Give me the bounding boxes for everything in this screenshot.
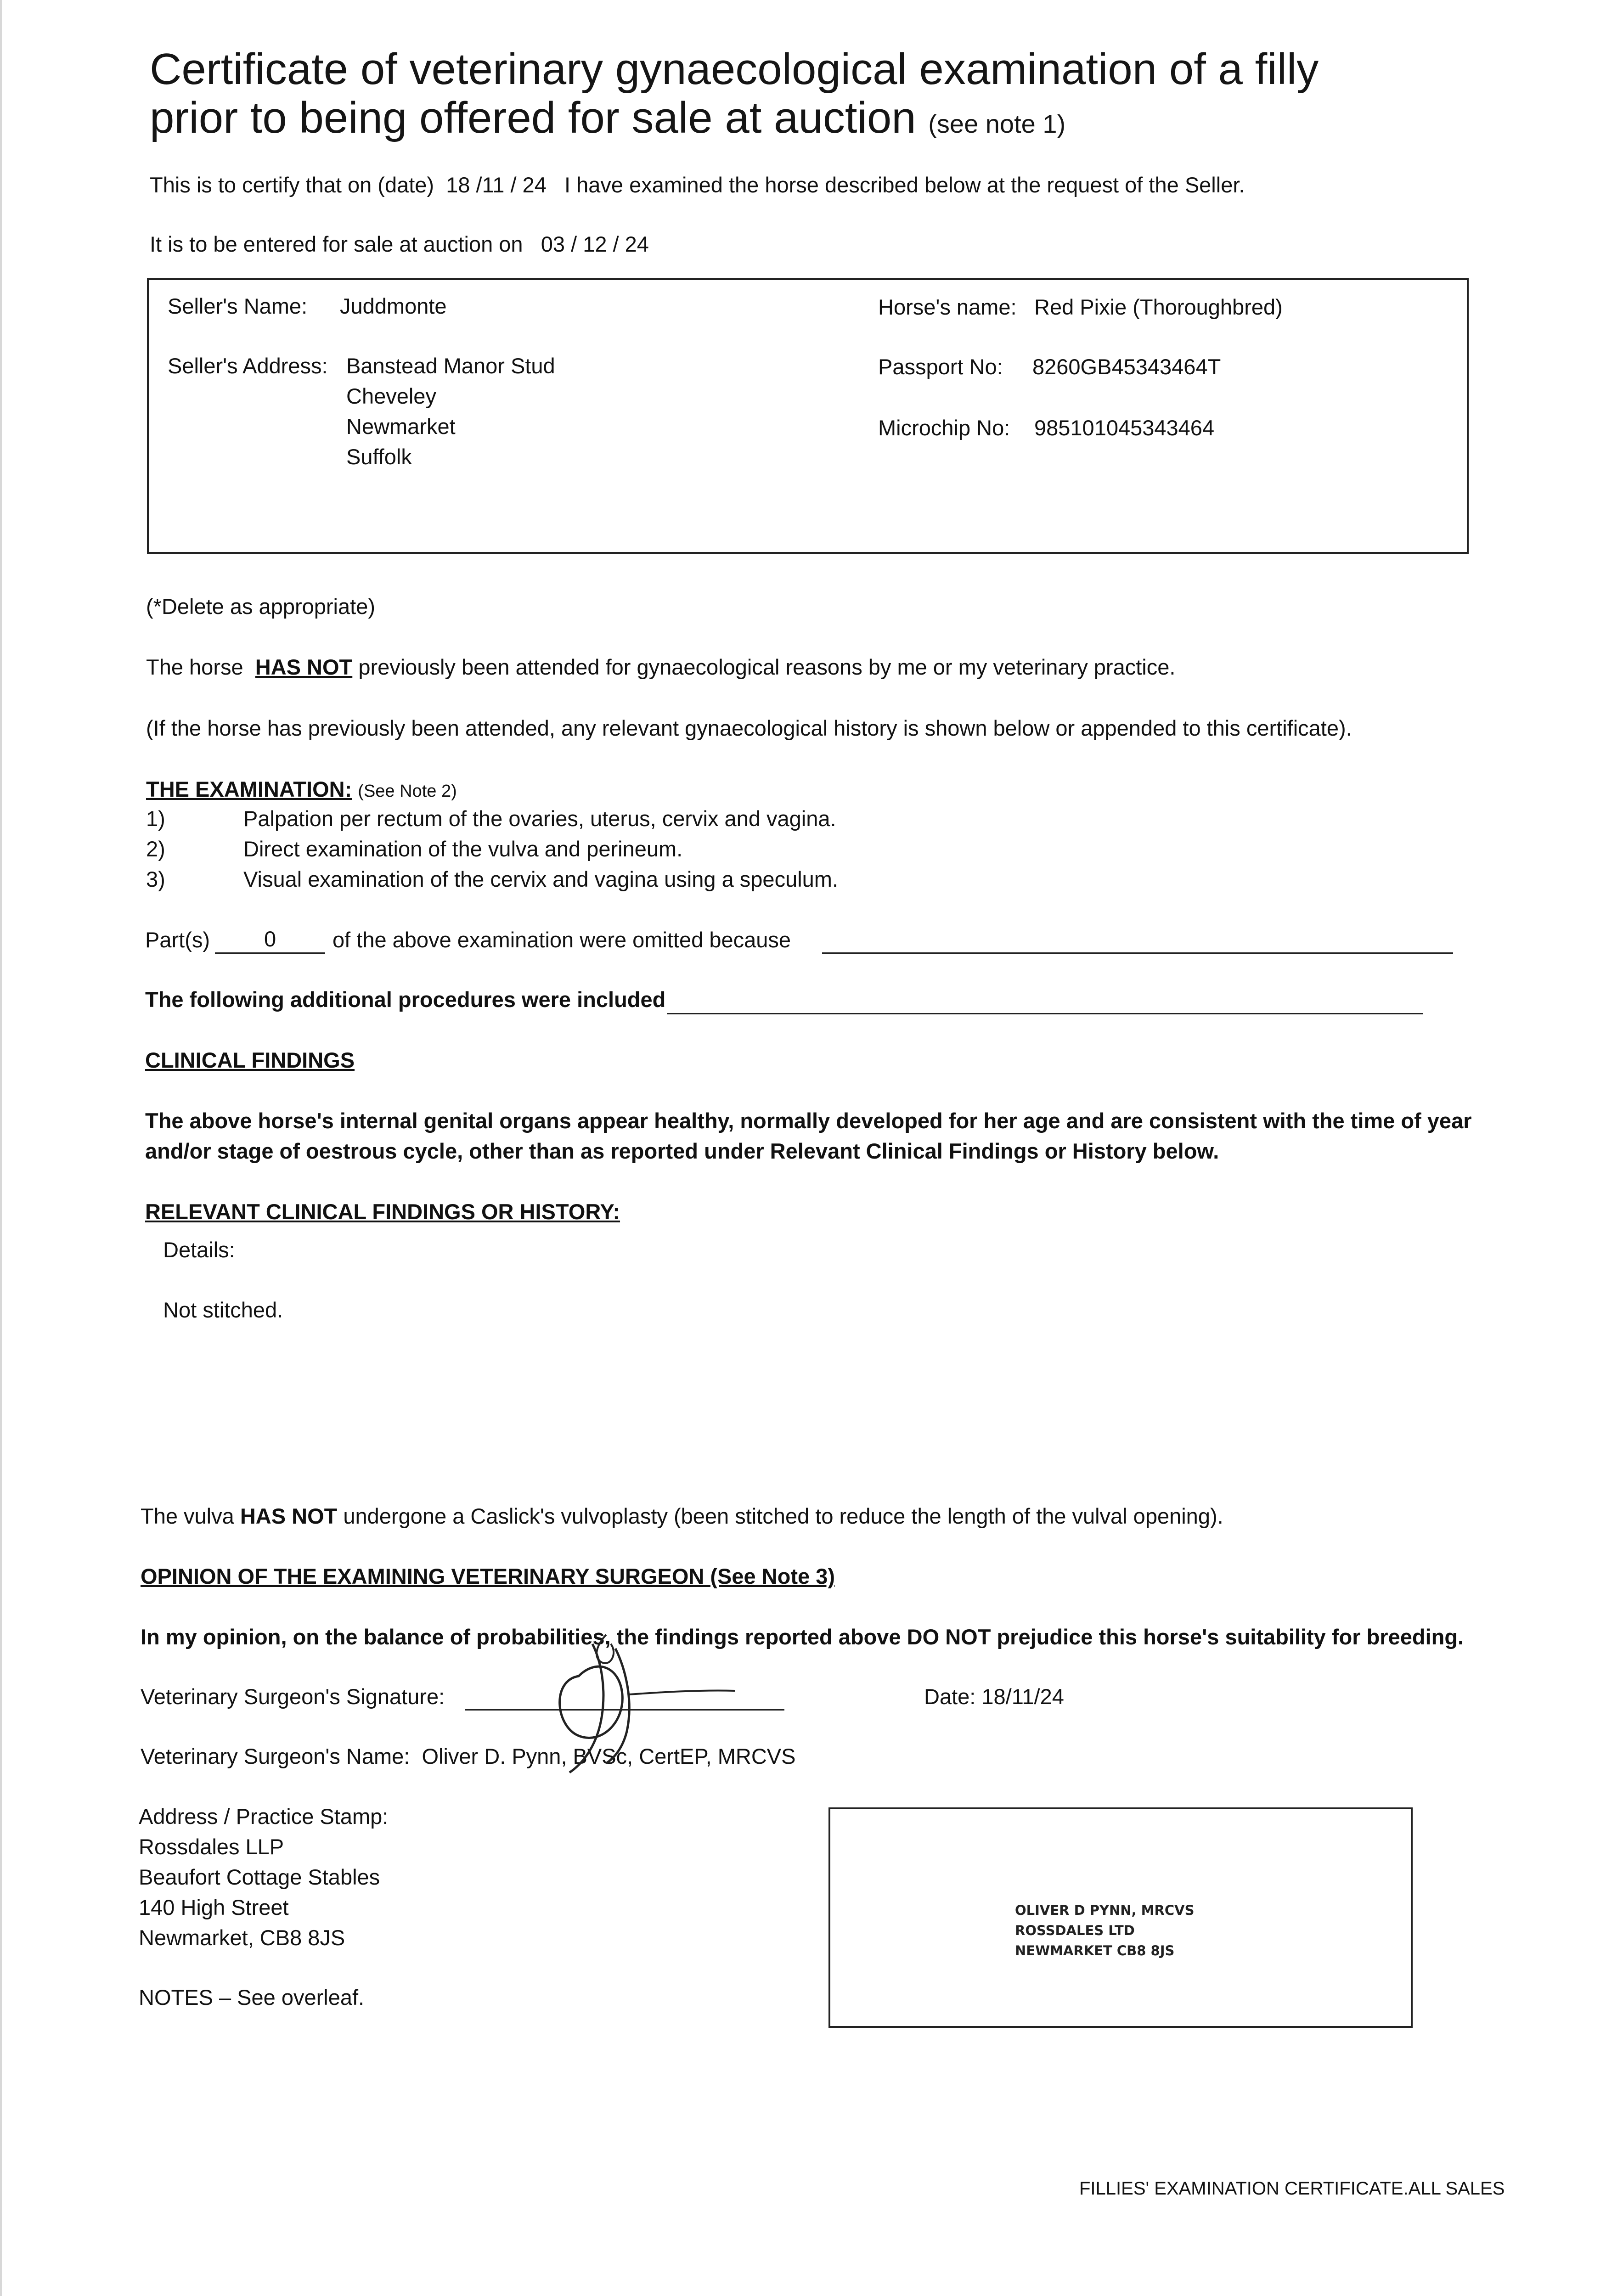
additional-procedures-label: The following additional procedures were included	[145, 987, 666, 1012]
omitted-value: 0	[264, 927, 276, 951]
exam-item-number: 1)	[146, 806, 165, 831]
title-line-2: prior to being offered for sale at auction	[150, 93, 916, 142]
seller-name-label: Seller's Name:	[168, 294, 308, 318]
opinion-text: In my opinion, on the balance of probabilities, the findings reported above DO NOT prejudice this horse's suitability for breeding.	[141, 1625, 1464, 1649]
attended-suffix: previously been attended for gynaecological reasons by me or my veterinary practice.	[358, 655, 1176, 679]
examination-heading: THE EXAMINATION:	[146, 777, 352, 801]
attended-status: HAS NOT	[255, 655, 353, 679]
additional-procedures-line	[667, 1013, 1423, 1014]
scan-edge	[0, 0, 2, 2296]
surgeon-name: Oliver D. Pynn, BVSc, CertEP, MRCVS	[422, 1744, 796, 1768]
exam-item-text: Visual examination of the cervix and vagina using a speculum.	[243, 867, 839, 891]
vulva-prefix: The vulva	[141, 1504, 234, 1528]
vulva-suffix: undergone a Caslick's vulvoplasty (been stitched to reduce the length of the vulval opening).	[343, 1504, 1223, 1528]
practice-label: Address / Practice Stamp:	[139, 1804, 389, 1829]
stamp-line: ROSSDALES LTD	[1015, 1923, 1135, 1938]
omitted-blank	[215, 952, 325, 954]
auction-line	[150, 231, 649, 258]
title-note: (see note 1)	[928, 109, 1066, 138]
surgeon-name-label: Veterinary Surgeon's Name:	[141, 1744, 410, 1768]
practice-address-line: Newmarket, CB8 8JS	[139, 1925, 345, 1950]
seller-name: Juddmonte	[340, 294, 447, 318]
signature-date: 18/11/24	[981, 1684, 1064, 1709]
opinion-heading: OPINION OF THE EXAMINING VETERINARY SURGEON (See Note 3)	[141, 1564, 835, 1588]
signature-label: Veterinary Surgeon's Signature:	[141, 1684, 445, 1709]
examination-heading-line	[146, 776, 457, 805]
details-label: Details:	[163, 1238, 235, 1262]
certify-suffix: I have examined the horse described below at the request of the Seller.	[564, 173, 1245, 197]
seller-address-line: Newmarket	[346, 414, 456, 439]
seller-address-line: Banstead Manor Stud	[346, 354, 555, 378]
certify-prefix: This is to certify that on (date)	[150, 173, 434, 197]
practice-address-line: Beaufort Cottage Stables	[139, 1865, 380, 1889]
clinical-findings-heading: CLINICAL FINDINGS	[145, 1048, 355, 1072]
seller-address-line: Cheveley	[346, 384, 436, 408]
exam-item-number: 3)	[146, 867, 165, 891]
exam-date: 18 /11 / 24	[446, 173, 547, 197]
seller-address-line: Suffolk	[346, 445, 412, 469]
delete-note: (*Delete as appropriate)	[146, 594, 375, 619]
vulva-line	[141, 1503, 1223, 1530]
vulva-status: HAS NOT	[240, 1504, 338, 1528]
examination-note: (See Note 2)	[358, 782, 457, 801]
page-title-line-2	[150, 94, 1065, 148]
history-note: (If the horse has previously been attended, any relevant gynaecological history is shown below or appended to this certificate).	[146, 716, 1352, 740]
details-text: Not stitched.	[163, 1298, 283, 1322]
clinical-findings-text: and/or stage of oestrous cycle, other than as reported under Relevant Clinical Findings or History below.	[145, 1139, 1219, 1163]
certify-line	[150, 172, 1245, 198]
omitted-reason-line	[822, 952, 1453, 954]
seller-address-label: Seller's Address:	[168, 354, 328, 378]
attended-prefix: The horse	[146, 655, 243, 679]
notes-line: NOTES – See overleaf.	[139, 1985, 365, 2009]
auction-date: 03 / 12 / 24	[541, 232, 649, 256]
microchip-label: Microchip No:	[878, 416, 1010, 440]
practice-address-line: Rossdales LLP	[139, 1835, 284, 1859]
exam-item-text: Direct examination of the vulva and perineum.	[243, 837, 683, 861]
omitted-prefix: Part(s)	[145, 928, 210, 952]
horse-name: Red Pixie (Thoroughbred)	[1034, 295, 1283, 319]
passport-label: Passport No:	[878, 355, 1003, 379]
title-line-1: Certificate of veterinary gynaecological examination of a filly	[150, 45, 1319, 94]
omitted-suffix: of the above examination were omitted because	[332, 928, 791, 952]
clinical-findings-text: The above horse's internal genital organs appear healthy, normally developed for her age and are consistent with the time of year	[145, 1109, 1472, 1133]
microchip-number: 985101045343464	[1034, 416, 1215, 440]
signature-date-label: Date:	[924, 1684, 976, 1709]
page-title	[150, 45, 1319, 94]
practice-address-line: 140 High Street	[139, 1895, 289, 1919]
footer-label: FILLIES' EXAMINATION CERTIFICATE.ALL SALES	[1079, 2178, 1505, 2199]
signature-date-line	[924, 1683, 1064, 1710]
stamp-line: NEWMARKET CB8 8JS	[1015, 1943, 1175, 1958]
attended-line	[146, 654, 1175, 681]
stamp-line: OLIVER D PYNN, MRCVS	[1015, 1902, 1195, 1918]
horse-name-label: Horse's name:	[878, 295, 1017, 319]
exam-item-number: 2)	[146, 837, 165, 861]
exam-item-text: Palpation per rectum of the ovaries, uterus, cervix and vagina.	[243, 806, 836, 831]
handwritten-signature	[524, 1626, 744, 1782]
relevant-findings-heading: RELEVANT CLINICAL FINDINGS OR HISTORY:	[145, 1199, 620, 1224]
auction-prefix: It is to be entered for sale at auction on	[150, 232, 523, 256]
passport-number: 8260GB45343464T	[1032, 355, 1221, 379]
